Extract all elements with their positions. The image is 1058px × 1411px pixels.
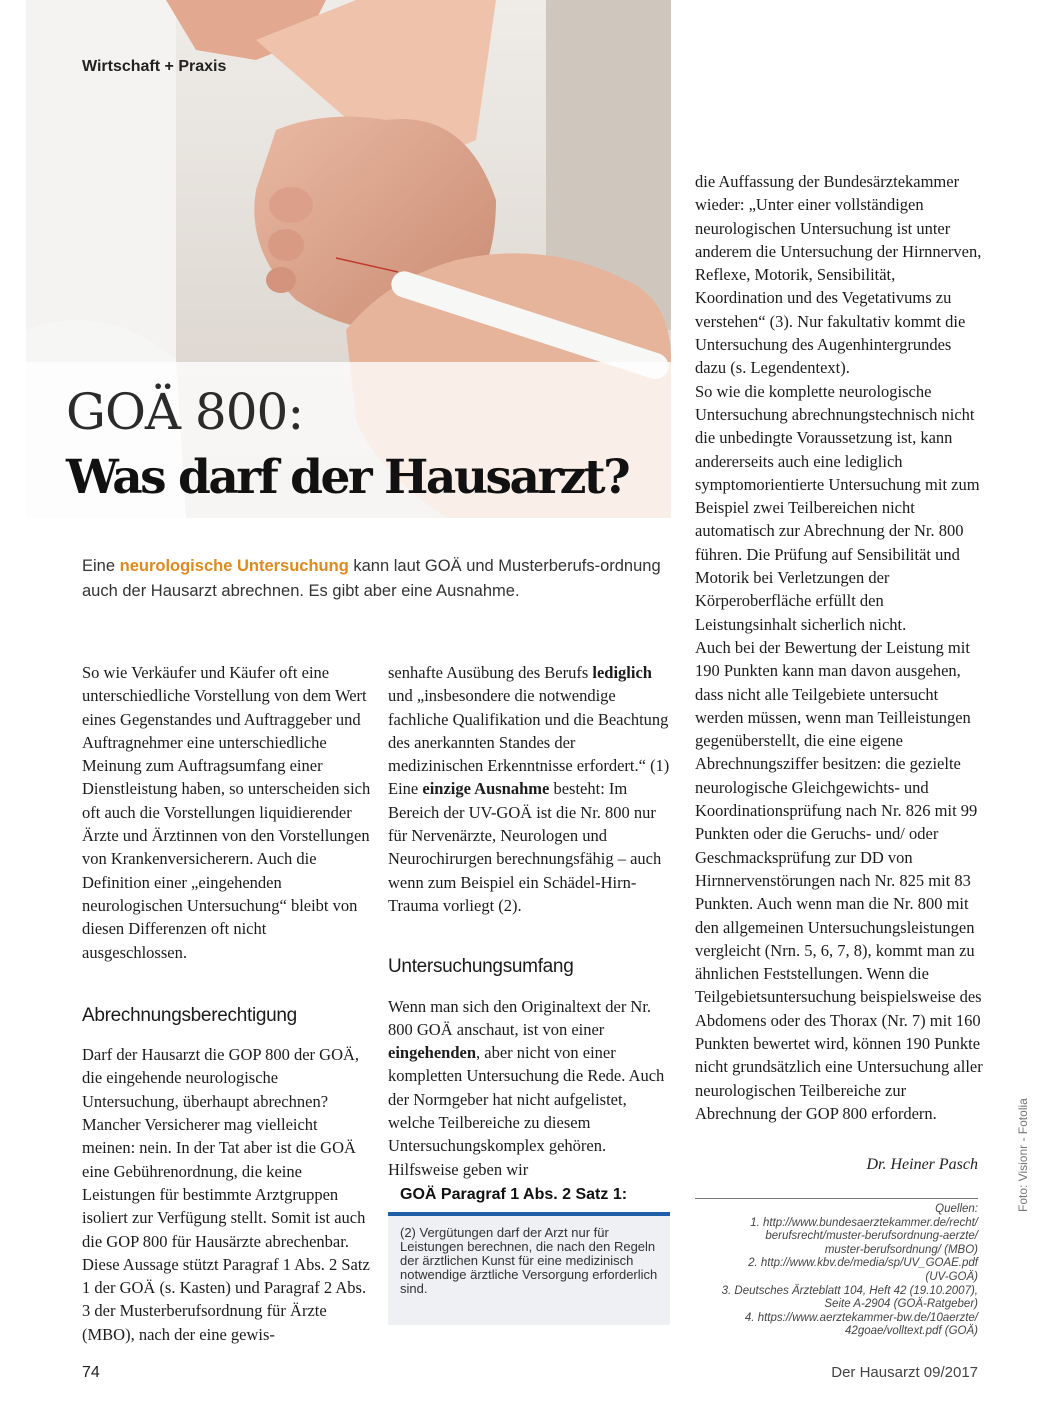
- intro-lead: [82, 554, 682, 604]
- sources-list: [695, 1203, 978, 1339]
- column2-paragraph2: [388, 995, 673, 1181]
- column1-paragraph2: Darf der Hausarzt die GOP 800 der GOÄ, die eingehende neurologische Untersuchung, überhaupt abrechnen? Mancher Versicherer mag vielleicht meinen: nein. In der Tat aber ist die GOÄ eine Gebührenordnung, die keine Leistungen für bestimmte Arztgruppen isoliert zur Verfügung stellt. Somit ist auch die GOP 800 für Hausärzte abrechenbar. Diese Aussage stützt Paragraf 1 Abs. 2 Satz 1 der GOÄ (s. Kasten) und Paragraf 2 Abs. 3 der Musterberufsordnung für Ärzte (MBO), nach der eine gewis-: [82, 1045, 370, 1344]
- column1-paragraph1: So wie Verkäufer und Käufer oft eine unterschiedliche Vorstellung von dem Wert eines Gegenstandes und Auftraggeber und Auftragnehmer eine unterschiedliche Meinung zum Auftragsumfang einer Dienstleistung haben, so unterscheiden sich oft auch die Vorstellungen liquidierender Ärzte und Ärztinnen von den Vorstellungen von Krankenversicherern. Auch die Definition einer „eingehenden neurologischen Untersuchung“ bleibt von diesen Differenzen oft nicht ausgeschlossen.: [82, 663, 371, 962]
- column2-text: besteht: Im Bereich der UV-GOÄ ist die Nr. 800 nur für Nervenärzte, Neurologen und Neurochirurgen berechnungsfähig – auch wenn zum Beispiel ein Schädel-Hirn-Trauma vorliegt (2).: [388, 779, 662, 915]
- issue-label: Der Hausarzt 09/2017: [831, 1364, 978, 1381]
- column2-bold-eingehenden: eingehenden: [388, 1043, 477, 1063]
- column2-paragraph1: [388, 661, 673, 917]
- intro-text-post: kann laut GOÄ und Musterberufs-ordnung auch der Hausarzt abrechnen. Es gibt aber eine Ausnahme.: [82, 557, 661, 600]
- intro-highlight: neurologische Untersuchung: [119, 557, 349, 575]
- column3-paragraph3: Auch bei der Bewertung der Leistung mit 190 Punkten kann man davon ausgehen, dass nicht alle Teilgebiete untersucht werden müssen, wenn man Teilleistungen gegenüberstellt, die eine eigene Abrechnungsziffer besitzen: die gezielte neurologische Gleichgewichts- und Koordinationsprüfung nach Nr. 826 mit 99 Punkten oder die Geruchs- und/ oder Geschmacksprüfung zur DD von Hirnnervenstörungen nach Nr. 825 mit 83 Punkten. Auch wenn man die Nr. 800 mit den allgemeinen Untersuchungsleistungen vergleicht (Nrn. 5, 6, 7, 8), kommt man zu ähnlichen Feststellungen. Wenn die Teilgebietsuntersuchung beispielsweise des Abdomens oder des Thorax (Nr. 7) mit 160 Punkten bewertet wird, können 190 Punkte nicht grundsätzlich eine Untersuchung aller neurologischen Teilbereiche zur Abrechnung der GOP 800 erfordern.: [695, 637, 983, 1123]
- photo-credit: Foto: Visionr - Fotolia: [1016, 1098, 1030, 1212]
- source-line: (UV-GOÄ): [925, 1270, 978, 1283]
- article-column-3: [695, 170, 985, 1125]
- goae-paragraph-box: [388, 1180, 670, 1325]
- sources-divider: [695, 1198, 978, 1199]
- heading-untersuchungsumfang: Untersuchungsumfang: [388, 956, 574, 978]
- section-label: Wirtschaft + Praxis: [82, 58, 227, 75]
- column2-text: und „insbesondere die notwendige fachliche Qualifikation und die Beachtung des anerkannten Standes der medizinischen Erkenntnisse erfordert.“ (1) Eine: [388, 686, 670, 799]
- box-text: (2) Vergütungen darf der Arzt nur für Leistungen berechnen, die nach den Regeln der ärztlichen Kunst für eine medizinisch notwendige ärztliche Versorgung erforderlich sind.: [400, 1225, 658, 1296]
- source-line: berufsrecht/muster-berufsordnung-aerzte/: [765, 1230, 978, 1243]
- source-line: 2. http://www.kbv.de/media/sp/UV_GOAE.pdf: [748, 1257, 978, 1270]
- source-line: 1. http://www.bundesaerztekammer.de/recht/: [750, 1216, 978, 1229]
- headline-line1: GOÄ 800:: [66, 383, 304, 441]
- column2-text: , aber nicht von einer kompletten Untersuchung die Rede. Auch der Normgeber hat nicht aufgelistet, welche Teilbereiche zu diesem Untersuchungskomplex gehören. Hilfsweise geben wir: [388, 1043, 665, 1179]
- column3-paragraph2: So wie die komplette neurologische Untersuchung abrechnungstechnisch nicht die unbedingte Voraussetzung ist, kann andererseits auch eine lediglich symptomorientierte Untersuchung mit zum Beispiel zwei Teilbereichen nicht automatisch zur Abrechnung der Nr. 800 führen. Die Prüfung auf Sensibilität und Motorik bei Verletzungen der Körperoberfläche erfüllt den Leistungsinhalt sicherlich nicht.: [695, 381, 980, 634]
- heading-abrechnungsberechtigung: Abrechnungsberechtigung: [82, 1004, 297, 1026]
- column3-paragraph1: die Auffassung der Bundesärztekammer wieder: „Unter einer vollständigen neurologischen Untersuchung ist unter anderem die Untersuchung der Hirnnerven, Reflexe, Motorik, Sensibilität, Koordination und des Vegetativums zu verstehen“ (3). Nur fakultativ kommt die Untersuchung des Augenhintergrundes dazu (s. Legendentext).: [695, 172, 982, 378]
- intro-text-pre: Eine: [82, 557, 120, 575]
- source-line: muster-berufsordnung/ (MBO): [824, 1243, 978, 1256]
- column2-text: senhafte Ausübung des Berufs: [388, 663, 593, 682]
- article-column-1: [82, 661, 372, 1346]
- column2-bold-lediglich: lediglich: [592, 663, 652, 682]
- source-line: 42goae/volltext.pdf (GOÄ): [845, 1325, 978, 1338]
- column2-text: Wenn man sich den Originaltext der Nr. 800 GOÄ anschaut, ist von einer: [388, 996, 652, 1039]
- source-line: Seite A-2904 (GOÄ-Ratgeber): [824, 1298, 978, 1311]
- page-number: 74: [82, 1364, 100, 1381]
- article-column-2: [388, 661, 673, 1181]
- column2-bold-ausnahme: einzige Ausnahme: [422, 779, 550, 799]
- source-line: 4. https://www.aerztekammer-bw.de/10aerzte/: [744, 1311, 978, 1324]
- sources-heading: Quellen:: [935, 1203, 978, 1215]
- source-line: 3. Deutsches Ärzteblatt 104, Heft 42 (19.10.2007),: [721, 1284, 978, 1297]
- author-byline: Dr. Heiner Pasch: [866, 1156, 978, 1173]
- headline-line2: Was darf der Hausarzt?: [66, 450, 629, 505]
- box-title: GOÄ Paragraf 1 Abs. 2 Satz 1:: [388, 1180, 670, 1212]
